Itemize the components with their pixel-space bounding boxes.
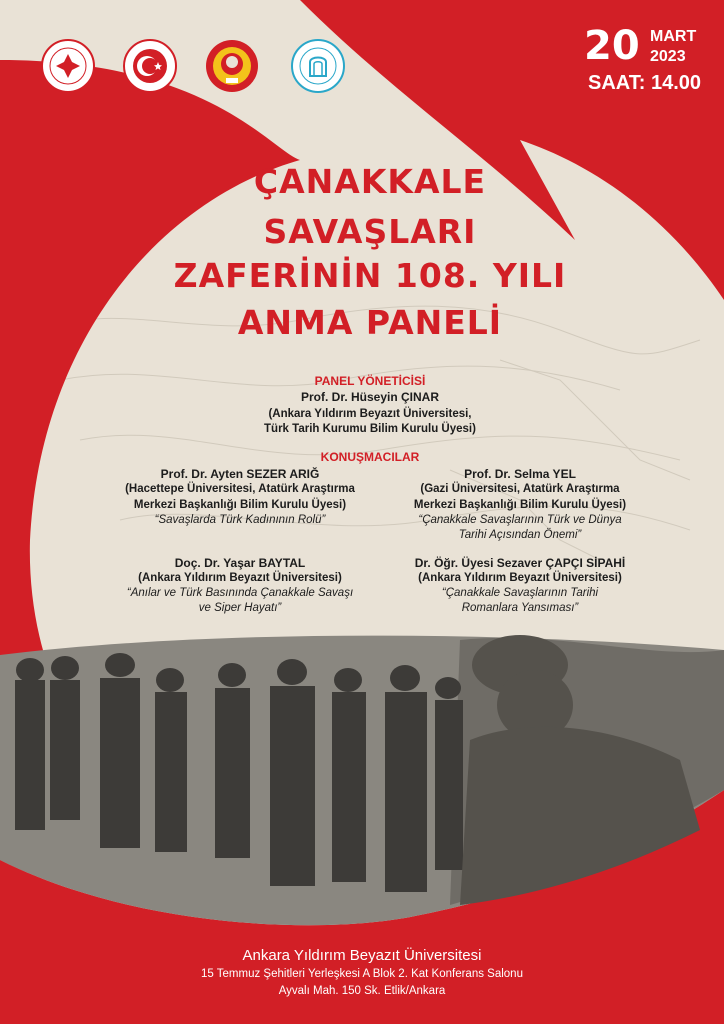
speaker-name: Prof. Dr. Ayten SEZER ARIĞ	[160, 467, 320, 481]
event-year: 2023	[650, 48, 686, 65]
speaker-affiliation: (Gazi Üniversitesi, Atatürk Araştırma	[420, 483, 620, 495]
speaker-topic: “Çanakkale Savaşlarının Türk ve Dünya	[418, 514, 622, 526]
title-line-2: SAVAŞLARI	[263, 212, 477, 251]
event-day: 20	[584, 23, 640, 69]
title-line-4: ANMA PANELİ	[237, 303, 503, 342]
ataturk-arastirma-merkezi-logo	[204, 38, 260, 94]
moderator-affiliation-2: Türk Tarih Kurumu Bilim Kurulu Üyesi)	[264, 423, 476, 435]
speaker-topic: “Çanakkale Savaşlarının Tarihi	[441, 587, 599, 599]
moderator-affiliation-1: (Ankara Yıldırım Beyazıt Üniversitesi,	[268, 408, 472, 420]
speaker-affiliation: Merkezi Başkanlığı Bilim Kurulu Üyesi)	[133, 499, 347, 511]
speaker-card	[370, 556, 670, 616]
speaker-name: Dr. Öğr. Üyesi Sezaver ÇAPÇI SİPAHİ	[414, 556, 626, 570]
ybu-universitesi-logo	[290, 38, 346, 94]
speaker-affiliation: Merkezi Başkanlığı Bilim Kurulu Üyesi)	[413, 499, 627, 511]
moderator-heading: PANEL YÖNETİCİSİ	[314, 374, 426, 388]
speaker-name: Doç. Dr. Yaşar BAYTAL	[174, 556, 306, 570]
speaker-topic: ve Siper Hayatı”	[198, 602, 282, 614]
event-time: SAAT: 14.00	[588, 72, 702, 94]
speaker-affiliation: (Ankara Yıldırım Beyazıt Üniversitesi)	[138, 572, 342, 584]
speaker-card	[90, 556, 390, 616]
title-line-3: ZAFERİNİN 108. YILI	[173, 256, 567, 295]
event-month: MART	[650, 28, 697, 45]
speaker-name: Prof. Dr. Selma YEL	[464, 467, 576, 481]
speaker-topic: “Savaşlarda Türk Kadınının Rolü”	[154, 514, 326, 526]
title-line-1: ÇANAKKALE	[253, 162, 487, 201]
footer-university: Ankara Yıldırım Beyazıt Üniversitesi	[242, 947, 482, 964]
footer-address-2: Ayvalı Mah. 150 Sk. Etlik/Ankara	[278, 985, 446, 997]
moderator-name: Prof. Dr. Hüseyin ÇINAR	[300, 390, 440, 404]
speaker-card	[370, 467, 670, 543]
speakers-heading: KONUŞMACILAR	[320, 450, 420, 464]
turk-tarih-kurumu-logo	[122, 38, 178, 94]
speaker-topic: “Anılar ve Türk Basınında Çanakkale Savaşı	[126, 587, 354, 599]
speaker-affiliation: (Ankara Yıldırım Beyazıt Üniversitesi)	[418, 572, 622, 584]
footer-address-1: 15 Temmuz Şehitleri Yerleşkesi A Blok 2. Kat Konferans Salonu	[201, 968, 523, 980]
speaker-affiliation: (Hacettepe Üniversitesi, Atatürk Araştırma	[125, 483, 355, 495]
speaker-topic: Tarihi Açısından Önemi”	[458, 529, 582, 541]
speaker-card	[90, 467, 390, 528]
speaker-topic: Romanlara Yansıması”	[461, 602, 579, 614]
kultur-bakanligi-logo	[40, 38, 96, 94]
